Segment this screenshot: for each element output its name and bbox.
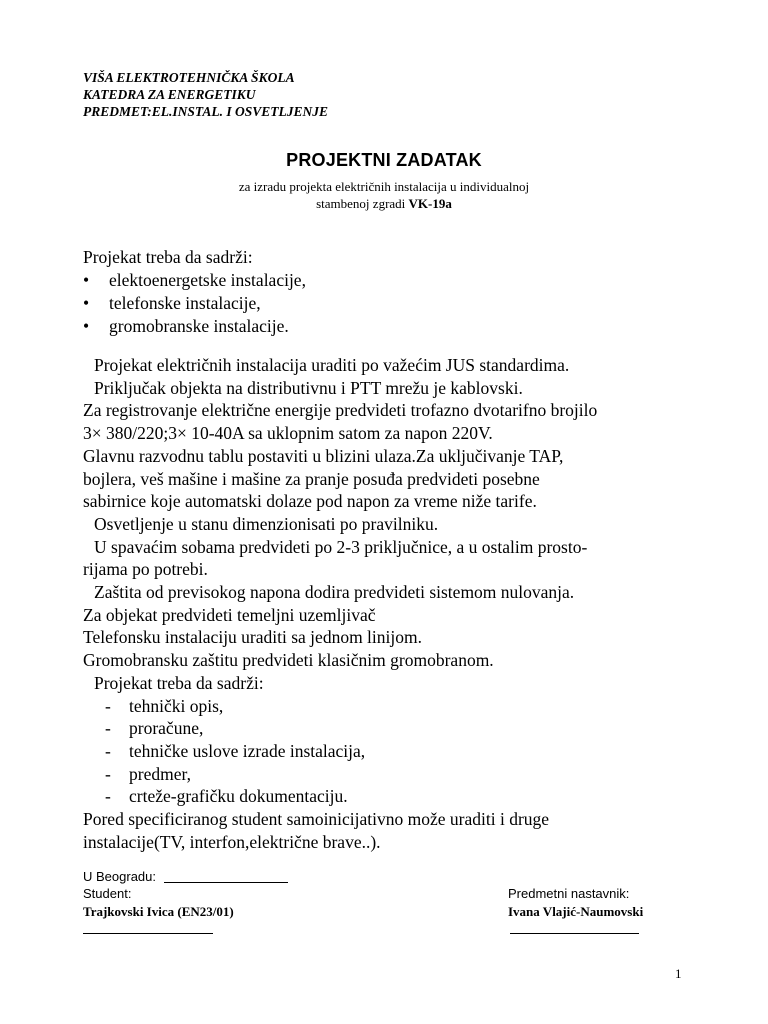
body-line: Osvetljenje u stanu dimenzionisati po pravilniku. [94, 513, 439, 534]
bullet-icon: • [83, 316, 90, 336]
dash-item-text: crteže-grafičku dokumentaciju. [129, 786, 348, 807]
list-item [83, 292, 306, 315]
bullet-icon: • [83, 270, 90, 290]
body-line: Glavnu razvodnu tablu postaviti u blizini ulaza.Za uključivanje TAP, [83, 445, 564, 466]
course-name: PREDMET:EL.INSTAL. I OSVETLJENJE [83, 104, 329, 119]
subtitle-line-2 [0, 195, 768, 212]
body-line: U spavaćim sobama predvideti po 2-3 priključnice, a u ostalim prosto- [94, 536, 588, 557]
dash-item-text: proračune, [129, 718, 204, 739]
school-name: VIŠA ELEKTROTEHNIČKA ŠKOLA [83, 70, 295, 85]
body-line: instalacije(TV, interfon,električne brave..). [83, 831, 381, 852]
subtitle-line-1: za izradu projekta električnih instalacija u individualnoj [238, 179, 530, 194]
dash-item [83, 763, 683, 786]
student-name: Trajkovski Ivica (EN23/01) [83, 904, 234, 919]
school-header [83, 69, 328, 120]
body-line: Projekat električnih instalacija uraditi po važećim JUS standardima. [94, 355, 570, 375]
teacher-name: Ivana Vlajić-Naumovski [508, 904, 644, 919]
teacher-signature-line [510, 933, 639, 934]
body-line: Za objekat predvideti temeljni uzemljivač [83, 604, 376, 625]
body-line: Za registrovanje električne energije predvideti trofazno dvotarifno brojilo [83, 400, 598, 421]
body-line: Pored specificiranog student samoinicijativno može uraditi i druge [83, 809, 550, 830]
dash-icon: - [105, 763, 111, 784]
dash-item-text: tehnički opis, [129, 695, 224, 716]
body-line: Priključak objekta na distributivnu i PTT mrežu je kablovski. [94, 377, 523, 398]
dash-item [83, 695, 683, 718]
bullet-text: elektoenergetske instalacije, [109, 270, 306, 290]
body-line: rijama po potrebi. [83, 559, 208, 580]
bullet-text: gromobranske instalacije. [109, 316, 289, 336]
list-item [83, 315, 306, 338]
city-label: U Beogradu: [83, 869, 156, 884]
student-signature-line [83, 933, 213, 934]
body-line: 3× 380/220;3× 10-40A sa uklopnim satom za napon 220V. [83, 423, 493, 444]
intro-text: Projekat treba da sadrži: [83, 247, 253, 267]
teacher-label: Predmetni nastavnik: [508, 886, 630, 901]
document-title: PROJEKTNI ZADATAK [286, 150, 482, 170]
body-line: Telefonsku instalaciju uraditi sa jednom linijom. [83, 627, 422, 648]
dash-item [83, 740, 683, 763]
building-code: VK-19a [408, 196, 452, 211]
body-line: bojlera, veš mašine i mašine za pranje posuđa predvideti posebne [83, 468, 540, 489]
bullet-text: telefonske instalacije, [109, 293, 261, 313]
city-signature-line [164, 882, 288, 883]
dash-item [83, 785, 683, 808]
list-item [83, 269, 306, 292]
dash-icon: - [105, 786, 111, 807]
body-line: sabirnice koje automatski dolaze pod napon za vreme niže tarife. [83, 491, 537, 512]
dash-item-text: tehničke uslove izrade instalacija, [129, 740, 366, 761]
dash-icon: - [105, 740, 111, 761]
body-line: Zaštita od previsokog napona dodira predvideti sistemom nulovanja. [94, 582, 575, 603]
department-name: KATEDRA ZA ENERGETIKU [83, 87, 256, 102]
bullet-icon: • [83, 293, 90, 313]
dash-item [83, 717, 683, 740]
student-label: Student: [83, 886, 132, 901]
page-number: 1 [675, 966, 682, 981]
dash-icon: - [105, 695, 111, 716]
document-subtitle [0, 178, 768, 212]
body-text [83, 354, 683, 853]
bullet-list [83, 269, 306, 338]
dash-item-text: predmer, [129, 763, 191, 784]
body-line: Projekat treba da sadrži: [94, 672, 264, 693]
dash-icon: - [105, 718, 111, 739]
subtitle-line-2-text: stambenoj zgradi [316, 196, 409, 211]
body-line: Gromobransku zaštitu predvideti klasičnim gromobranom. [83, 650, 494, 671]
